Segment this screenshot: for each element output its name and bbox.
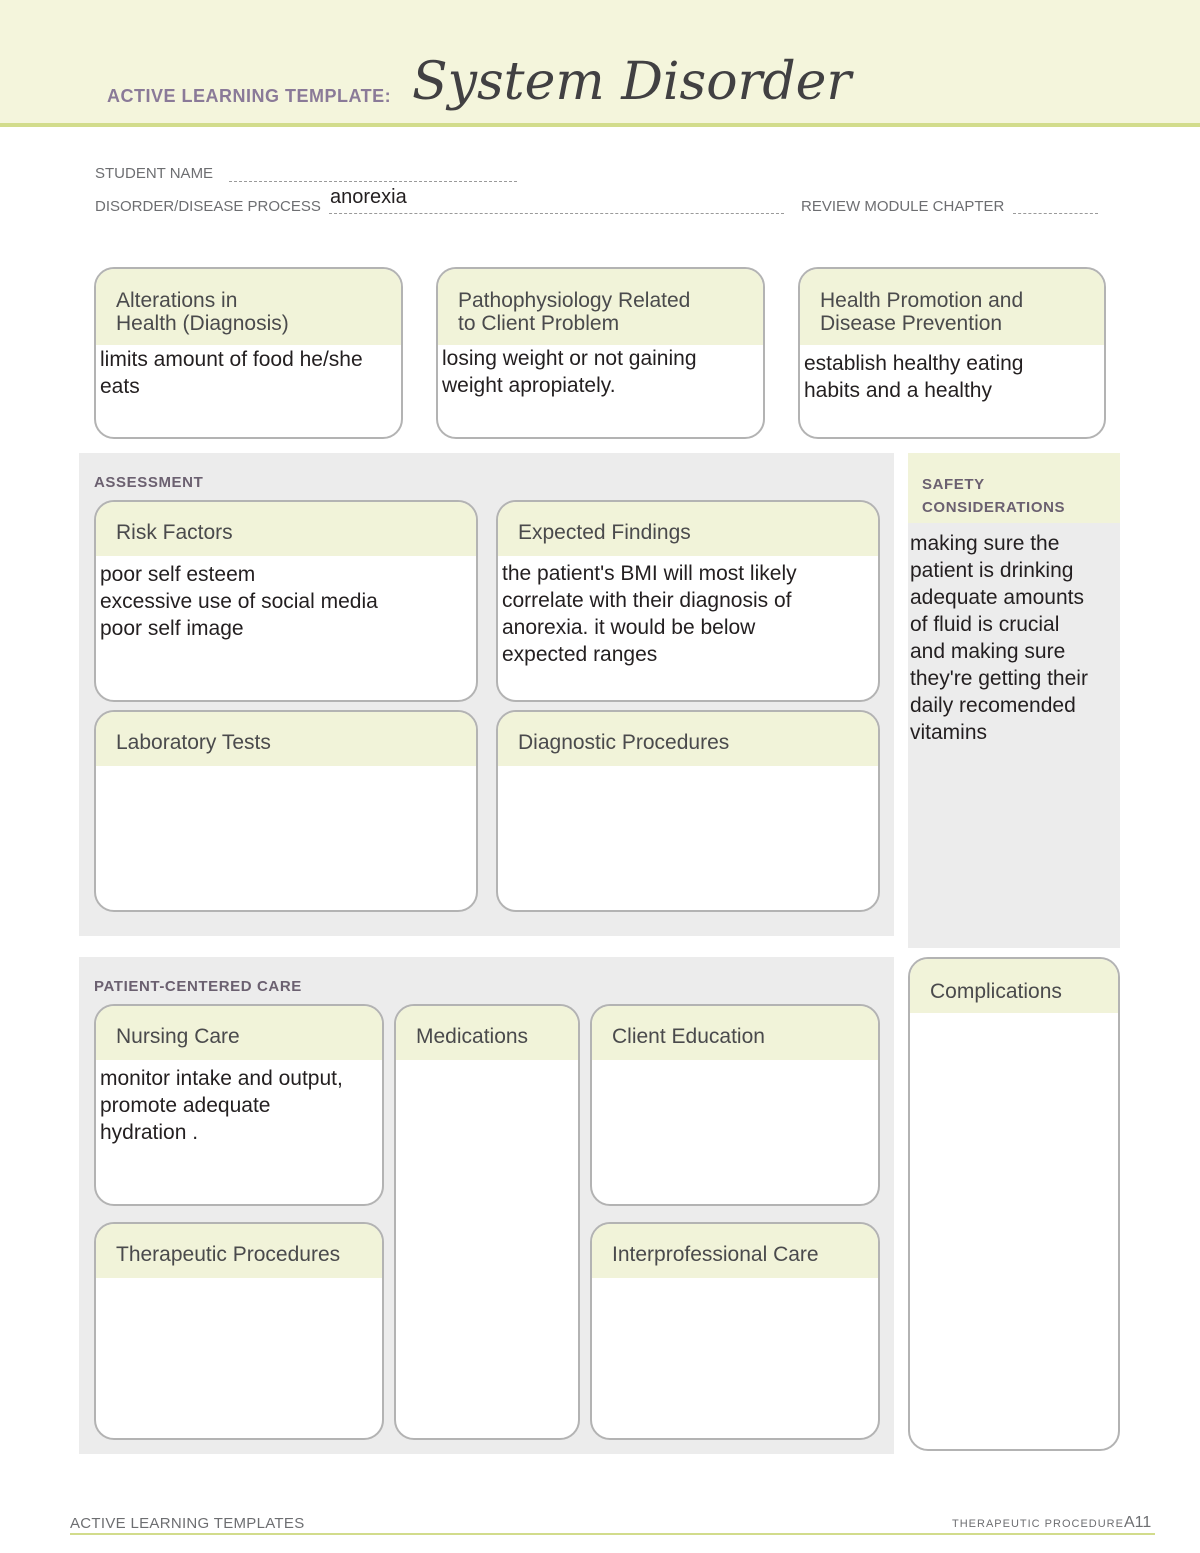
- template-title: System Disorder: [412, 52, 852, 112]
- alterations-content[interactable]: limits amount of food he/she eats: [100, 348, 363, 398]
- laboratory-tests-title: Laboratory Tests: [96, 712, 476, 766]
- health-promotion-title: Health Promotion and Disease Prevention: [800, 269, 1104, 345]
- alterations-title: Alterations in Health (Diagnosis): [96, 269, 401, 345]
- safety-content[interactable]: making sure the patient is drinking adequate amounts of fluid is crucial and making sure they're getting their daily recomended vitamins: [910, 532, 1088, 744]
- header-divider: [0, 123, 1200, 127]
- medications-box: [394, 1004, 580, 1440]
- nursing-care-title: Nursing Care: [96, 1006, 382, 1060]
- medications-title: Medications: [396, 1006, 578, 1060]
- footer-right-label: THERAPEUTIC PROCEDURE: [952, 1518, 1124, 1530]
- footer-left-label: ACTIVE LEARNING TEMPLATES: [70, 1515, 305, 1532]
- review-module-label: REVIEW MODULE CHAPTER: [801, 198, 1005, 215]
- therapeutic-procedures-title: Therapeutic Procedures: [96, 1224, 382, 1278]
- student-name-label: STUDENT NAME: [95, 165, 214, 182]
- alterations-box: [94, 267, 403, 439]
- risk-factors-box: [94, 500, 478, 702]
- diagnostic-procedures-title: Diagnostic Procedures: [498, 712, 878, 766]
- client-education-box: [590, 1004, 880, 1206]
- diagnostic-procedures-box: [496, 710, 880, 912]
- nursing-care-content[interactable]: monitor intake and output, promote adequate hydration .: [100, 1067, 343, 1144]
- disorder-line: [329, 213, 784, 214]
- client-education-title: Client Education: [592, 1006, 878, 1060]
- interprofessional-care-box: [590, 1222, 880, 1440]
- pathophysiology-box: [436, 267, 765, 439]
- patient-centered-care-title: PATIENT-CENTERED CARE: [94, 978, 302, 995]
- expected-findings-title: Expected Findings: [498, 502, 878, 556]
- disorder-field[interactable]: anorexia: [330, 186, 407, 208]
- disorder-label: DISORDER/DISEASE PROCESS: [95, 198, 321, 215]
- expected-findings-box: [496, 500, 880, 702]
- complications-title: Complications: [910, 959, 1118, 1013]
- risk-factors-title: Risk Factors: [96, 502, 476, 556]
- footer-page-number: A11: [1124, 1514, 1152, 1531]
- interprofessional-care-title: Interprofessional Care: [592, 1224, 878, 1278]
- complications-box: [908, 957, 1120, 1451]
- laboratory-tests-box: [94, 710, 478, 912]
- student-name-line: [229, 181, 517, 182]
- review-module-line: [1013, 213, 1098, 214]
- therapeutic-procedures-box: [94, 1222, 384, 1440]
- pathophysiology-content[interactable]: losing weight or not gaining weight apropiately.: [442, 347, 697, 397]
- health-promotion-box: [798, 267, 1106, 439]
- pathophysiology-title: Pathophysiology Related to Client Problem: [438, 269, 763, 345]
- risk-factors-content[interactable]: poor self esteem excessive use of social media poor self image: [100, 563, 378, 640]
- template-label: ACTIVE LEARNING TEMPLATE:: [107, 86, 392, 106]
- assessment-title: ASSESSMENT: [94, 474, 204, 491]
- footer-divider: [70, 1533, 1155, 1535]
- nursing-care-box: [94, 1004, 384, 1206]
- expected-findings-content[interactable]: the patient's BMI will most likely correlate with their diagnosis of anorexia. it would be below expected ranges: [502, 562, 797, 666]
- safety-title: SAFETY CONSIDERATIONS: [922, 476, 1066, 516]
- health-promotion-content[interactable]: establish healthy eating habits and a healthy: [804, 352, 1024, 402]
